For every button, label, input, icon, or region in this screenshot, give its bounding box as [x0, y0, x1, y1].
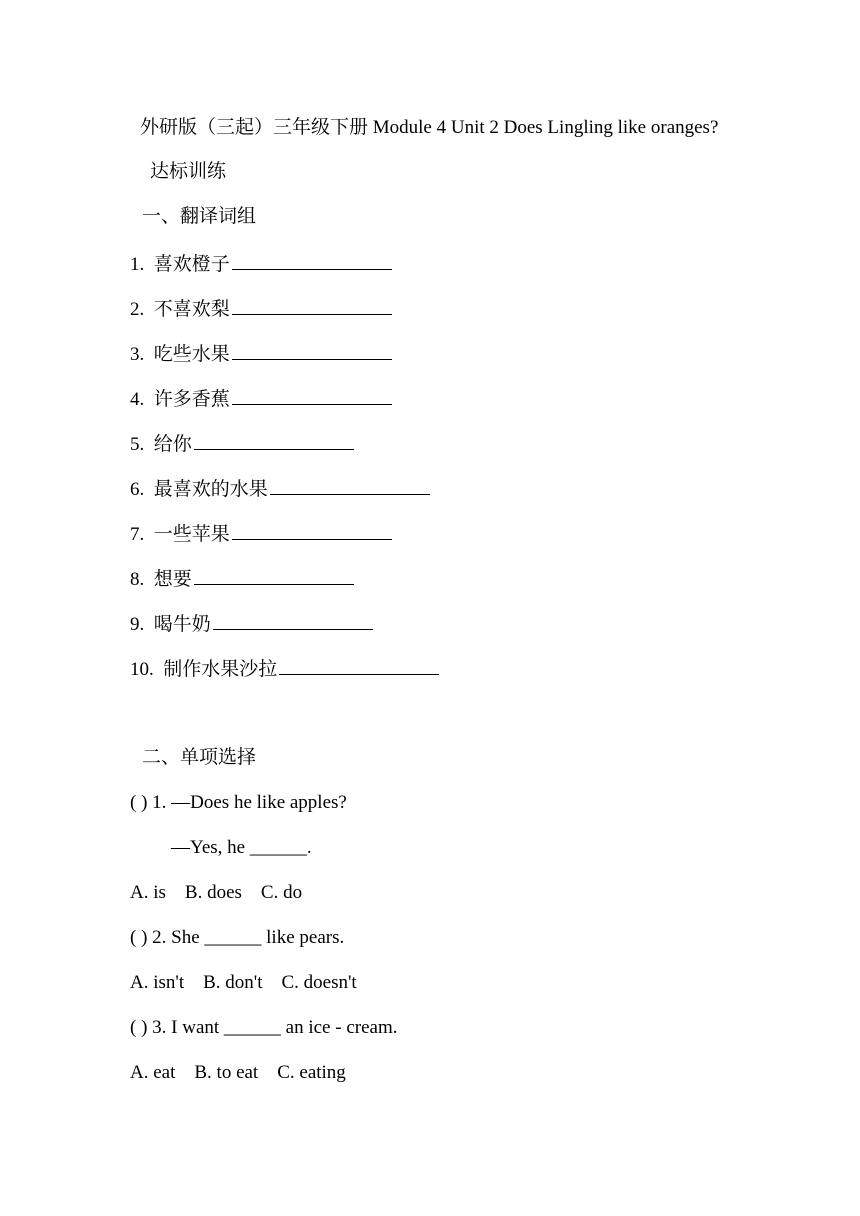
question-1-stem: ( ) 1. —Does he like apples?: [130, 792, 347, 813]
answer-blank[interactable]: [232, 521, 392, 540]
item-text: 喝牛奶: [153, 614, 211, 635]
item-text: 想要: [153, 569, 192, 590]
translation-item: [130, 656, 439, 682]
translation-item: [130, 566, 354, 592]
answer-blank[interactable]: [194, 431, 354, 450]
answer-blank[interactable]: [232, 341, 392, 360]
item-text: 不喜欢梨: [153, 299, 230, 320]
item-text: 最喜欢的水果: [153, 479, 268, 500]
item-text: 给你: [153, 434, 192, 455]
item-text: 一些苹果: [153, 524, 230, 545]
question-2-stem: ( ) 2. She ______ like pears.: [130, 927, 345, 948]
question-1-response: —Yes, he ______.: [171, 837, 312, 858]
answer-blank[interactable]: [232, 251, 392, 270]
item-number: 7.: [130, 524, 145, 545]
translation-item: [130, 476, 430, 502]
item-number: 10.: [130, 659, 154, 680]
item-number: 9.: [130, 614, 145, 635]
translation-item: [130, 521, 392, 547]
answer-blank[interactable]: [232, 296, 392, 315]
translation-item: [130, 251, 392, 277]
answer-blank[interactable]: [270, 476, 430, 495]
translation-item: [130, 296, 392, 322]
question-3-options: A. eat B. to eat C. eating: [130, 1062, 346, 1083]
item-number: 3.: [130, 344, 145, 365]
answer-blank[interactable]: [213, 611, 373, 630]
item-number: 4.: [130, 389, 145, 410]
item-text: 喜欢橙子: [153, 254, 230, 275]
item-text: 吃些水果: [153, 344, 230, 365]
translation-item: [130, 611, 373, 637]
item-number: 2.: [130, 299, 145, 320]
item-number: 6.: [130, 479, 145, 500]
translation-item: [130, 341, 392, 367]
translation-item: [130, 386, 392, 412]
item-text: 制作水果沙拉: [163, 659, 278, 680]
item-number: 5.: [130, 434, 145, 455]
question-2-options: A. isn't B. don't C. doesn't: [130, 972, 357, 993]
item-number: 1.: [130, 254, 145, 275]
answer-blank[interactable]: [232, 386, 392, 405]
item-number: 8.: [130, 569, 145, 590]
section-2-heading: 二、单项选择: [142, 747, 257, 768]
translation-item: [130, 431, 354, 457]
answer-blank[interactable]: [279, 656, 439, 675]
question-1-options: A. is B. does C. do: [130, 882, 303, 903]
answer-blank[interactable]: [194, 566, 354, 585]
worksheet-subtitle: 达标训练: [150, 161, 227, 182]
item-text: 许多香蕉: [153, 389, 230, 410]
section-1-heading: 一、翻译词组: [142, 206, 257, 227]
worksheet-title: 外研版（三起）三年级下册 Module 4 Unit 2 Does Lingling like oranges?: [140, 117, 719, 138]
question-3-stem: ( ) 3. I want ______ an ice - cream.: [130, 1017, 398, 1038]
